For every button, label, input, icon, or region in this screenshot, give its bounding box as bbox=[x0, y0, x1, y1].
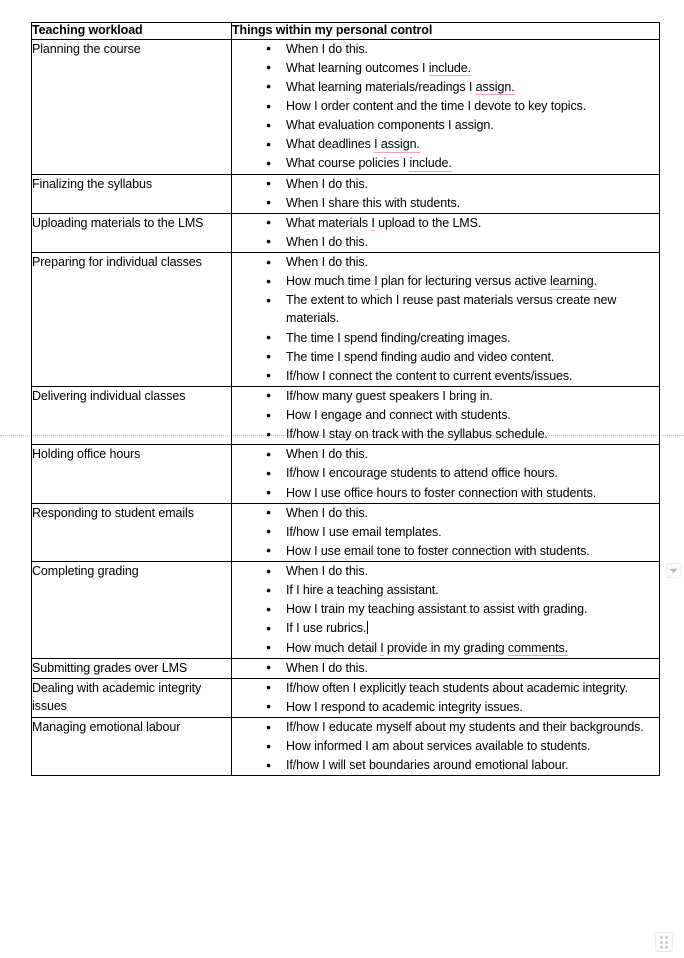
spellcheck-underline: I bbox=[371, 215, 375, 230]
table-row bbox=[32, 253, 660, 387]
personal-control-cell[interactable] bbox=[232, 39, 660, 174]
workload-cell[interactable]: Finalizing the syllabus bbox=[32, 174, 232, 213]
personal-control-cell[interactable] bbox=[232, 213, 660, 252]
control-bullet-item: ● If/how I encourage students to attend office hours. bbox=[232, 464, 659, 482]
personal-control-cell[interactable] bbox=[232, 718, 660, 776]
control-bullet-item: ● How I order content and the time I devote to key topics. bbox=[232, 97, 659, 115]
control-bullet-item: ● The time I spend finding audio and video content. bbox=[232, 348, 659, 366]
control-bullet-item: ● How much time I plan for lecturing versus active learning. bbox=[232, 272, 659, 290]
personal-control-cell[interactable] bbox=[232, 503, 660, 561]
control-bullet-item: ● When I do this. bbox=[232, 233, 659, 251]
control-bullet-list bbox=[232, 562, 659, 657]
control-bullet-item: ● What course policies I include. bbox=[232, 154, 659, 172]
control-bullet-item: ● If/how I educate myself about my students and their backgrounds. bbox=[232, 718, 659, 736]
grid-dots-icon[interactable] bbox=[655, 932, 673, 952]
table-row bbox=[32, 503, 660, 561]
control-bullet-item: ● When I do this. bbox=[232, 40, 659, 58]
control-bullet-list bbox=[232, 253, 659, 385]
spellcheck-underline: I bbox=[380, 640, 384, 655]
table-row bbox=[32, 718, 660, 776]
control-bullet-item: ● What deadlines I assign. bbox=[232, 135, 659, 153]
table-row bbox=[32, 445, 660, 503]
control-bullet-item: ● How I train my teaching assistant to assist with grading. bbox=[232, 600, 659, 618]
control-bullet-list bbox=[232, 175, 659, 212]
column-header-personal-control: Things within my personal control bbox=[232, 23, 660, 40]
personal-control-cell[interactable] bbox=[232, 678, 660, 717]
table-row bbox=[32, 213, 660, 252]
spellcheck-underline: learning. bbox=[549, 274, 598, 289]
text-caret bbox=[367, 621, 368, 634]
control-bullet-item: ● If/how I connect the content to current events/issues. bbox=[232, 367, 659, 385]
control-bullet-list bbox=[232, 504, 659, 560]
control-bullet-item: ● If I use rubrics. bbox=[232, 619, 659, 637]
control-bullet-item: ● When I do this. bbox=[232, 562, 659, 580]
control-bullet-item: ● What materials I upload to the LMS. bbox=[232, 214, 659, 232]
teaching-workload-table bbox=[31, 22, 660, 776]
spellcheck-underline: assign. bbox=[475, 79, 515, 94]
column-header-teaching-workload: Teaching workload bbox=[32, 23, 232, 40]
workload-cell[interactable]: Holding office hours bbox=[32, 445, 232, 503]
control-bullet-item: ● If/how many guest speakers I bring in. bbox=[232, 387, 659, 405]
control-bullet-item: ● How I use office hours to foster connection with students. bbox=[232, 484, 659, 502]
control-bullet-item: ● How I use email tone to foster connection with students. bbox=[232, 542, 659, 560]
control-bullet-item: ● What learning materials/readings I assign. bbox=[232, 78, 659, 96]
control-bullet-item: ● What evaluation components I assign. bbox=[232, 116, 659, 134]
control-bullet-list bbox=[232, 659, 659, 677]
personal-control-cell[interactable] bbox=[232, 562, 660, 659]
spellcheck-underline: I assign. bbox=[374, 137, 420, 152]
control-bullet-item: ● The time I spend finding/creating images. bbox=[232, 329, 659, 347]
workload-cell[interactable]: Managing emotional labour bbox=[32, 718, 232, 776]
spellcheck-underline: include. bbox=[409, 156, 452, 171]
table-row bbox=[32, 174, 660, 213]
control-bullet-item: ● When I do this. bbox=[232, 175, 659, 193]
control-bullet-item: ● When I do this. bbox=[232, 253, 659, 271]
table-row bbox=[32, 386, 660, 444]
personal-control-cell[interactable] bbox=[232, 253, 660, 387]
personal-control-cell[interactable] bbox=[232, 174, 660, 213]
control-bullet-list bbox=[232, 445, 659, 501]
control-bullet-list bbox=[232, 214, 659, 251]
control-bullet-item: ● If I hire a teaching assistant. bbox=[232, 581, 659, 599]
workload-cell[interactable]: Uploading materials to the LMS bbox=[32, 213, 232, 252]
control-bullet-list bbox=[232, 387, 659, 443]
workload-cell[interactable]: Responding to student emails bbox=[32, 503, 232, 561]
spellcheck-underline: include. bbox=[428, 60, 472, 75]
table-header bbox=[32, 23, 660, 40]
table-row bbox=[32, 39, 660, 174]
control-bullet-item: ● How I respond to academic integrity issues. bbox=[232, 698, 659, 716]
control-bullet-item: ● How informed I am about services available to students. bbox=[232, 737, 659, 755]
spellcheck-underline: comments. bbox=[507, 640, 569, 655]
workload-cell[interactable]: Planning the course bbox=[32, 39, 232, 174]
workload-cell[interactable]: Preparing for individual classes bbox=[32, 253, 232, 387]
control-bullet-item: ● If/how I use email templates. bbox=[232, 523, 659, 541]
workload-cell[interactable]: Dealing with academic integrity issues bbox=[32, 678, 232, 717]
table-body bbox=[32, 39, 660, 776]
control-bullet-list bbox=[232, 718, 659, 774]
control-bullet-item: ● When I share this with students. bbox=[232, 194, 659, 212]
personal-control-cell[interactable] bbox=[232, 658, 660, 678]
table-row bbox=[32, 562, 660, 659]
control-bullet-item: ● What learning outcomes I include. bbox=[232, 59, 659, 77]
workload-cell[interactable]: Completing grading bbox=[32, 562, 232, 659]
table-header-row bbox=[32, 23, 660, 40]
control-bullet-item: ● If/how I will set boundaries around emotional labour. bbox=[232, 756, 659, 774]
workload-cell[interactable]: Delivering individual classes bbox=[32, 386, 232, 444]
control-bullet-item: ● If/how I stay on track with the syllabus schedule. bbox=[232, 425, 659, 443]
control-bullet-item: ● When I do this. bbox=[232, 504, 659, 522]
control-bullet-item: ● If/how often I explicitly teach students about academic integrity. bbox=[232, 679, 659, 697]
control-bullet-item: ● When I do this. bbox=[232, 445, 659, 463]
spellcheck-underline: I bbox=[374, 274, 378, 289]
table-row bbox=[32, 678, 660, 717]
control-bullet-item: ● How I engage and connect with students. bbox=[232, 406, 659, 424]
personal-control-cell[interactable] bbox=[232, 445, 660, 503]
chevron-down-icon[interactable] bbox=[666, 563, 681, 578]
table-row bbox=[32, 658, 660, 678]
control-bullet-item: ● The extent to which I reuse past materials versus create new materials. bbox=[232, 291, 659, 327]
control-bullet-item: ● How much detail I provide in my grading comments. bbox=[232, 639, 659, 657]
grid-dots-glyph bbox=[660, 936, 668, 949]
personal-control-cell[interactable] bbox=[232, 386, 660, 444]
control-bullet-item: ● When I do this. bbox=[232, 659, 659, 677]
control-bullet-list bbox=[232, 40, 659, 173]
workload-cell[interactable]: Submitting grades over LMS bbox=[32, 658, 232, 678]
control-bullet-list bbox=[232, 679, 659, 716]
